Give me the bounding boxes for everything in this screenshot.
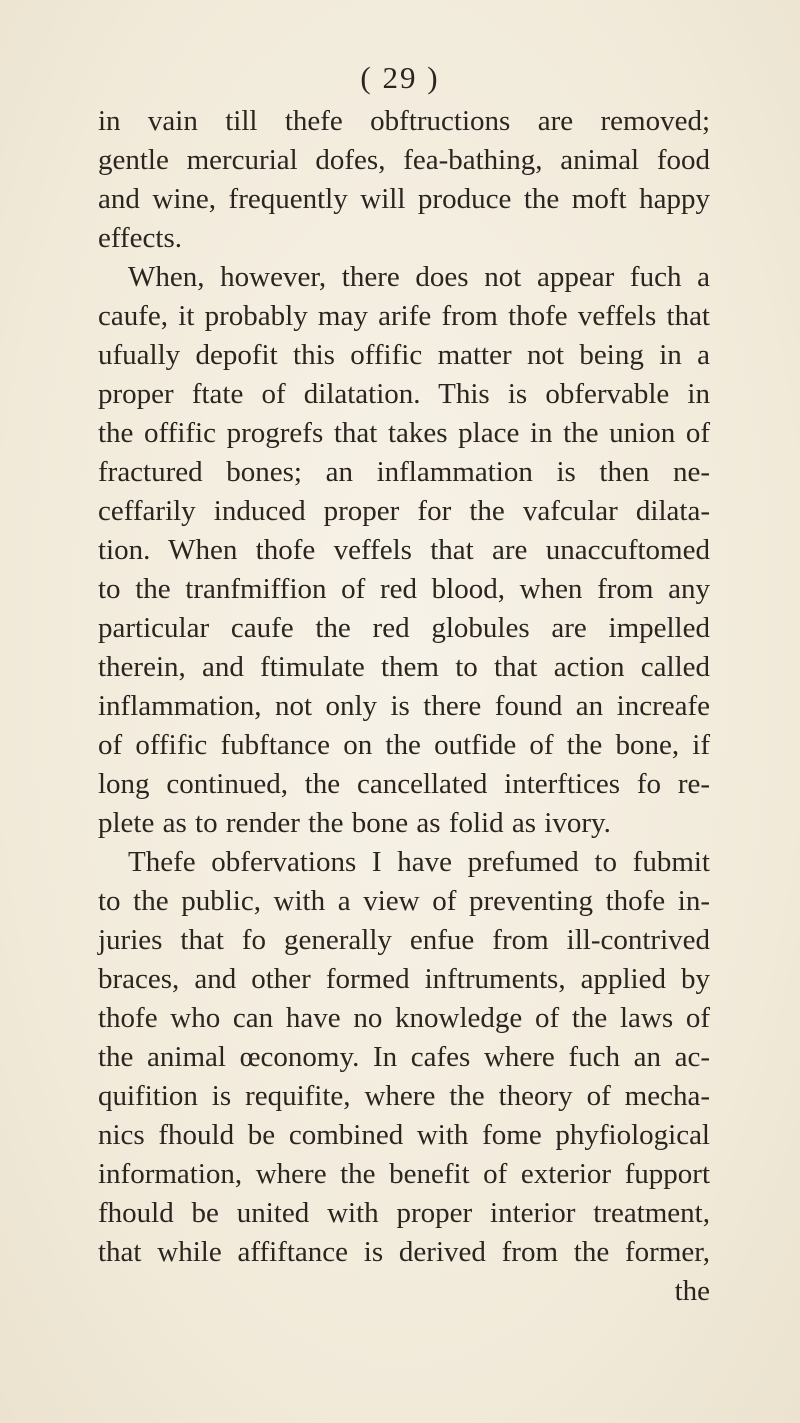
text-line: the offific progrefs that takes place in the union of	[98, 417, 710, 449]
text-line: in vain till thefe obftructions are removed;	[98, 105, 710, 137]
text-line: inflammation, not only is there found an increafe	[98, 690, 710, 722]
text-line: plete as to render the bone as folid as ivory.	[98, 807, 611, 839]
text-line: to the tranfmiffion of red blood, when from any	[98, 573, 710, 605]
text-line: ufually depofit this offific matter not being in a	[98, 339, 710, 371]
text-line: braces, and other formed inftruments, applied by	[98, 963, 710, 995]
text-line: nics fhould be combined with fome phyfiological	[98, 1119, 710, 1151]
text-line: quifition is requifite, where the theory of mecha-	[98, 1080, 710, 1112]
text-line: the animal œconomy. In cafes where fuch an ac-	[98, 1041, 710, 1073]
text-line: therein, and ftimulate them to that action called	[98, 651, 710, 683]
text-line: gentle mercurial dofes, fea-bathing, animal food	[98, 144, 710, 176]
text-line: long continued, the cancellated interftices fo re-	[98, 768, 710, 800]
text-line: effects.	[98, 222, 182, 254]
text-line: thofe who can have no knowledge of the laws of	[98, 1002, 710, 1034]
body-text	[98, 102, 710, 1311]
text-line: to the public, with a view of preventing thofe in-	[98, 885, 710, 917]
text-line: information, where the benefit of exterior fupport	[98, 1158, 710, 1190]
text-line: fhould be united with proper interior treatment,	[98, 1197, 710, 1229]
text-line: and wine, frequently will produce the moft happy	[98, 183, 710, 215]
text-line: ceffarily induced proper for the vafcular dilata-	[98, 495, 710, 527]
text-line: caufe, it probably may arife from thofe veffels that	[98, 300, 710, 332]
text-line: fractured bones; an inflammation is then ne-	[98, 456, 710, 488]
text-line: tion. When thofe veffels that are unaccuftomed	[98, 534, 710, 566]
text-line: juries that fo generally enfue from ill-contrived	[98, 924, 710, 956]
text-line: When, however, there does not appear fuch a	[128, 261, 710, 293]
catchword: the	[674, 1275, 710, 1307]
text-line: Thefe obfervations I have prefumed to fubmit	[128, 846, 710, 878]
text-line: that while affiftance is derived from the former,	[98, 1236, 710, 1268]
text-line: of offific fubftance on the outfide of the bone, if	[98, 729, 710, 761]
text-line: proper ftate of dilatation. This is obfervable in	[98, 378, 710, 410]
text-line: particular caufe the red globules are impelled	[98, 612, 710, 644]
page-number: ( 29 )	[360, 60, 440, 95]
